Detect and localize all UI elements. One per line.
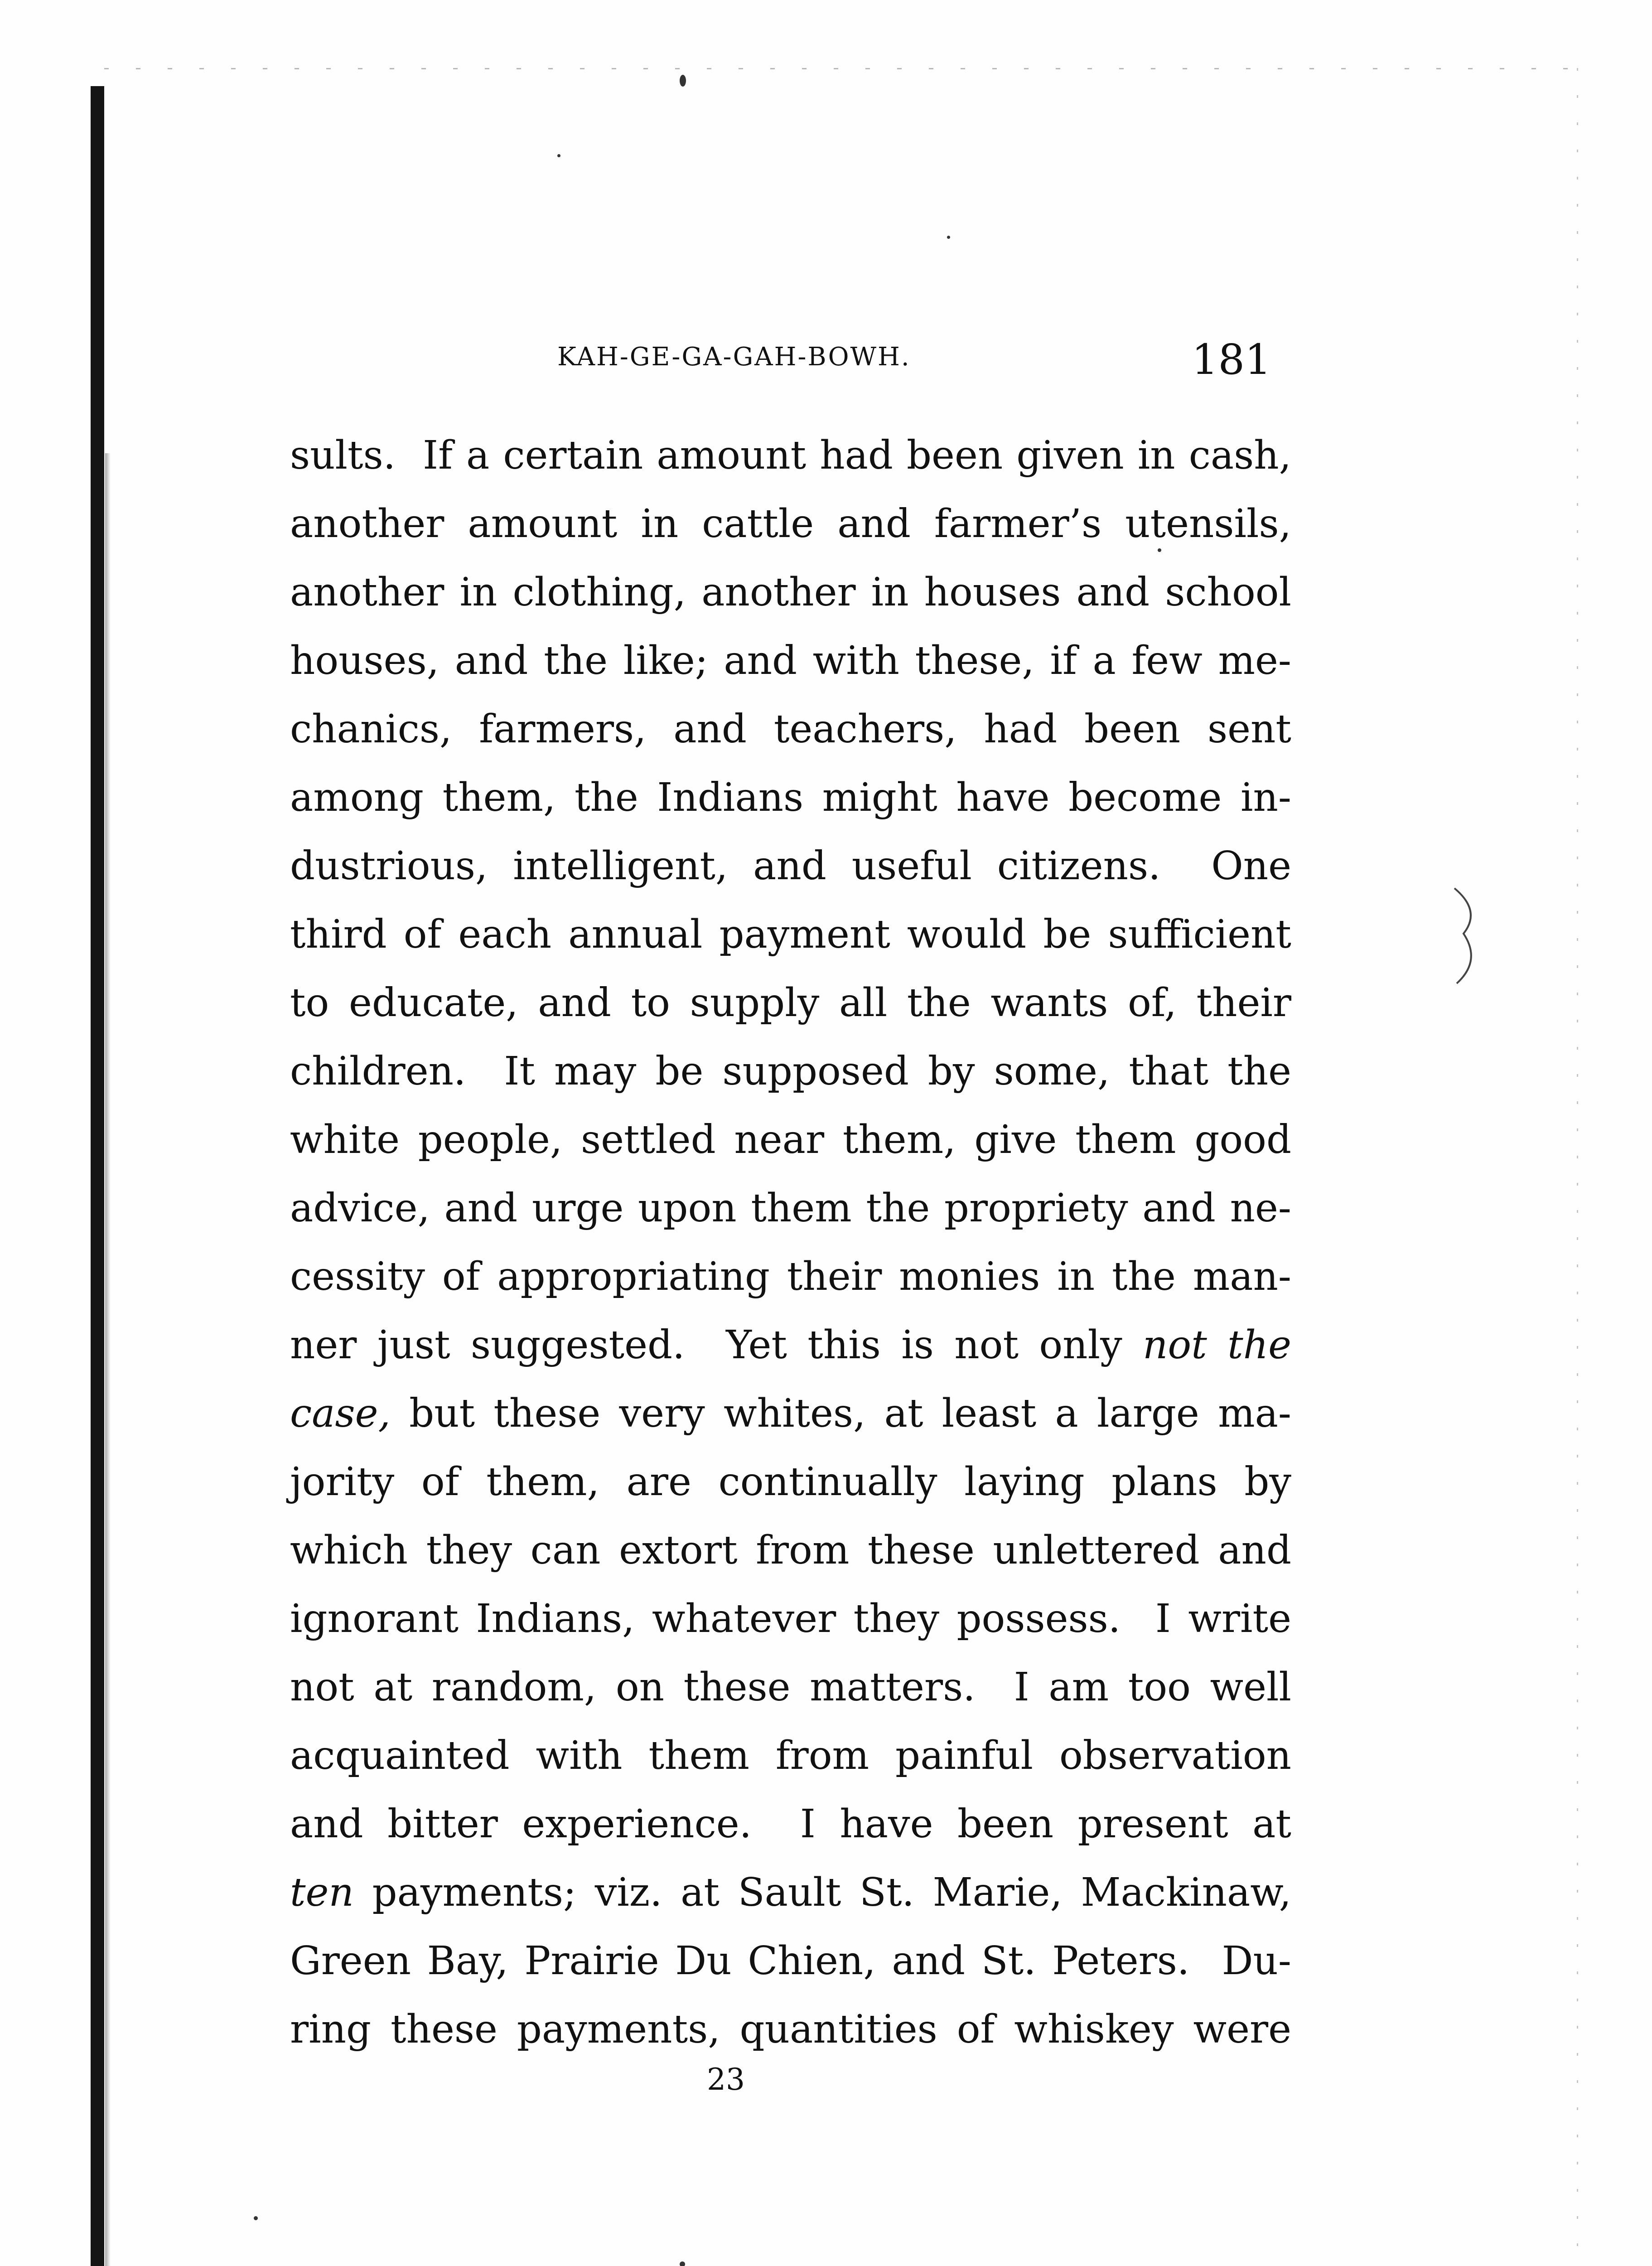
italic-text: ten: [290, 1870, 354, 1915]
text-line: [290, 832, 1291, 901]
text-line: [290, 1722, 1291, 1790]
text-segment: children. It may be supposed by some, that the: [290, 1049, 1291, 1094]
text-segment: to educate, and to supply all the wants of, their: [290, 980, 1291, 1026]
running-title: KAH-GE-GA-GAH-BOWH.: [557, 342, 911, 372]
text-line: [290, 1174, 1291, 1243]
body-text: [290, 421, 1291, 2064]
text-line: [290, 1516, 1291, 1585]
text-segment: jority of them, are continually laying plans by: [290, 1459, 1291, 1505]
ink-speck: [254, 2216, 258, 2220]
page-top-edge: [104, 68, 1577, 69]
text-line: [290, 764, 1291, 832]
italic-text: not the: [1143, 1322, 1291, 1368]
text-segment: another in clothing, another in houses and school: [290, 570, 1291, 615]
ink-speck: [680, 2261, 685, 2266]
text-segment: payments; viz. at Sault St. Marie, Mackinaw,: [353, 1870, 1291, 1915]
text-line: [290, 1106, 1291, 1174]
signature-mark: 23: [707, 2062, 745, 2097]
text-segment: among them, the Indians might have become in-: [290, 775, 1291, 820]
binding-edge: [91, 86, 104, 2266]
text-segment: ner just suggested. Yet this is not only: [290, 1322, 1143, 1368]
ink-speck: [680, 75, 686, 87]
italic-text: case,: [290, 1391, 391, 1436]
text-line: [290, 969, 1291, 1037]
text-line: [290, 1653, 1291, 1722]
text-segment: Green Bay, Prairie Du Chien, and St. Peters. Du-: [290, 1938, 1291, 1984]
text-line: [290, 490, 1291, 558]
text-line: [290, 627, 1291, 695]
margin-pencil-mark: [1450, 884, 1491, 988]
text-segment: cessity of appropriating their monies in the man-: [290, 1254, 1291, 1299]
text-segment: sults. If a certain amount had been given in cash,: [290, 433, 1291, 478]
text-line: [290, 421, 1291, 490]
page-number: 181: [1192, 335, 1271, 384]
text-line: [290, 1380, 1291, 1448]
ink-speck: [947, 236, 950, 239]
text-segment: which they can extort from these unlettered and: [290, 1528, 1291, 1573]
text-line: [290, 1448, 1291, 1516]
text-line: [290, 1585, 1291, 1653]
page-right-edge: [1577, 68, 1578, 2266]
text-line: [290, 1037, 1291, 1106]
text-line: [290, 1927, 1291, 1995]
text-segment: ignorant Indians, whatever they possess. I write: [290, 1596, 1291, 1641]
text-line: [290, 1995, 1291, 2064]
text-line: [290, 1311, 1291, 1380]
text-line: [290, 1859, 1291, 1927]
text-segment: and bitter experience. I have been present at: [290, 1801, 1291, 1847]
text-segment: houses, and the like; and with these, if a few me-: [290, 638, 1291, 683]
text-segment: ring these payments, quantities of whiskey were: [290, 2007, 1291, 2052]
text-segment: advice, and urge upon them the propriety and ne-: [290, 1186, 1291, 1231]
text-line: [290, 558, 1291, 627]
text-segment: acquainted with them from painful observation: [290, 1733, 1291, 1778]
text-segment: but these very whites, at least a large ma-: [390, 1391, 1291, 1436]
text-segment: another amount in cattle and farmer’s utensils,: [290, 501, 1291, 547]
text-line: [290, 901, 1291, 969]
text-line: [290, 1790, 1291, 1859]
text-segment: chanics, farmers, and teachers, had been sent: [290, 707, 1291, 752]
text-segment: white people, settled near them, give them good: [290, 1117, 1291, 1162]
text-line: [290, 695, 1291, 764]
binding-shadow: [105, 453, 111, 2266]
text-segment: not at random, on these matters. I am too well: [290, 1665, 1291, 1710]
text-segment: dustrious, intelligent, and useful citizens. One: [290, 843, 1291, 889]
ink-speck: [557, 154, 560, 157]
text-line: [290, 1243, 1291, 1311]
text-segment: third of each annual payment would be sufficient: [290, 912, 1291, 957]
